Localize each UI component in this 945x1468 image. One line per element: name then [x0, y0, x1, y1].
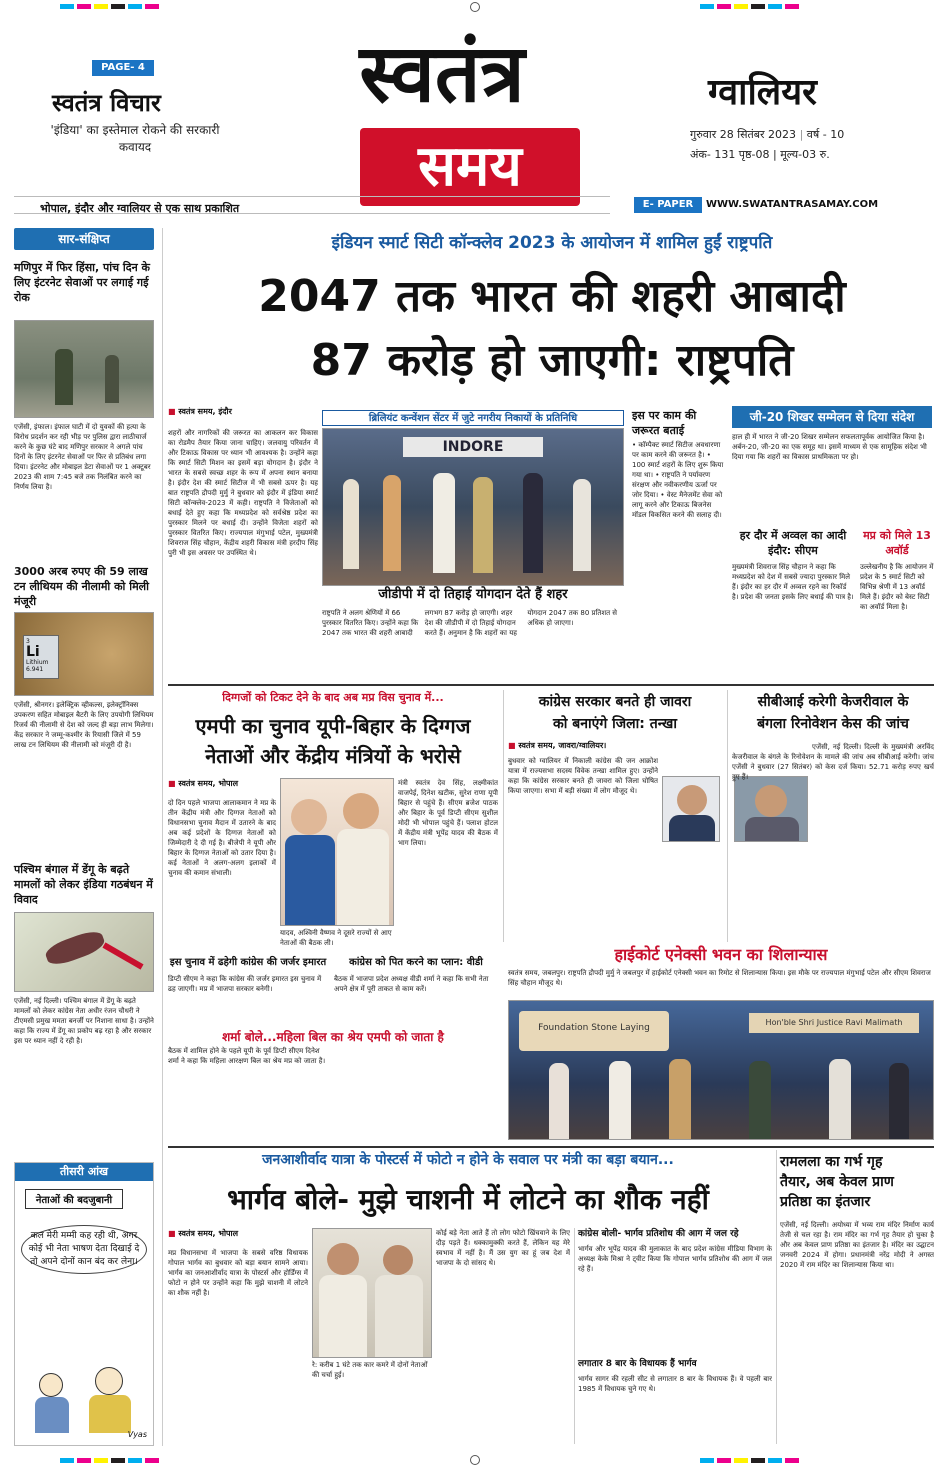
- top-headline-2: 87 करोड़ हो जाएगी: राष्ट्रपति: [310, 335, 794, 386]
- hc-body: स्वतंत्र समय, जबलपुर। राष्ट्रपति द्रौपदी मुर्मु ने जबलपुर में हाईकोर्ट एनेक्सी भवन का रिमोट से शिलान्यास किया। इस मौके पर राज्यपाल मंगुभाई पटेल और सीएम शिवराज सिंह चौहान मौजूद थे।: [508, 969, 931, 987]
- bhargav-mid-body: कोई बड़े नेता आते हैं तो लोग फोटो खिंचवाने के लिए दौड़ पड़ते हैं। धक्कामुक्की करते हैं, लेकिन यह मेरे स्वभाव में नहीं है। मैं उस युग का हूं जब देश में भाजपा के दो सांसद थे।: [436, 1229, 570, 1267]
- cbi-headline-2: बंगला रिनोवेशन केस की जांच: [757, 716, 909, 732]
- brief-item1-body: एजेंसी, इंफाल। इंफाल घाटी में दो युवकों की हत्या के विरोध प्रदर्शन कर रही भीड़ पर पुलिस द्वारा लाठीचार्ज करने के कुछ घंटे बाद मणिपुर सरकार ने अगले पांच दिनों के लिए इंटरनेट सेवाओं पर फिर से प्रतिबंध लगा दिया। इंटरनेट और मोबाइल डेटा सेवाओं पर 1 अक्टूबर 2023 की शाम 7:45 बजे तक निलंबित करने का निर्णय लिया है।: [14, 423, 151, 491]
- top-photo: INDORE: [322, 428, 624, 586]
- tagline-bar: [14, 196, 610, 214]
- section-teaser: 'इंडिया' का इस्तेमाल रोकने की सरकारी कवायद: [50, 123, 220, 154]
- ram-headline-2: तैयार, अब केवल प्राण: [780, 1174, 894, 1190]
- bhargav-kicker: जनआशीर्वाद यात्रा के पोस्टर्स में फोटो न होने के सवाल पर मंत्री का बड़ा बयान...: [262, 1152, 674, 1168]
- logo-bottom-text: समय: [418, 134, 522, 199]
- bhargav-body: मप्र विधानसभा में भाजपा के सबसे वरिष्ठ विधायक गोपाल भार्गव का बुधवार को बड़ा बयान सामने आया। भार्गव का जनआशीर्वाद यात्रा के पोस्टर्स और होर्डिंग्स में फोटो न होने पर उन्होंने कहा कि मुझे चाशनी में लोटने का शौक नहीं है।: [168, 1249, 308, 1297]
- hc-photo: [508, 1000, 934, 1140]
- jaora-byline: ■ स्वतंत्र समय, जावरा/ग्वालियर।: [508, 741, 607, 750]
- cartoon-speech: कल मेरी मम्मी कह रही थी, अगर कोई भी नेता भाषण देता दिखाई दे तो अपने दोनों कान बंद कर लेना।: [21, 1225, 147, 1274]
- bhargav-right-body: भार्गव और भूपेंद्र यादव की मुलाकात के बाद प्रदेश कांग्रेस मीडिया विभाग के अध्यक्ष केके मिश्रा ने ट्वीट किया कि गोपाल भार्गव प्रतिशोध की आग में जल रहे हैं।: [578, 1245, 772, 1273]
- registration-mark-top: [470, 2, 480, 12]
- logo-bottom-box: [360, 128, 580, 206]
- mp-body-right: मंत्री स्वतंत्र देव सिंह, लक्ष्मीकांत वाजपेई, दिनेश खटीक, सुरेश राणा यूपी बिहार से पहुंचे हैं। सीएम ब्रजेश पाठक और बिहार के पूर्व डिप्टी सीएम सुशील मोदी भी भोपाल पहुंचे हैं। पलाश होटल में केंद्रीय मंत्री भूपेंद्र यादव की बैठक में भाग लिया।: [398, 779, 498, 847]
- date-line: गुरुवार 28 सितंबर 2023 | वर्ष - 10: [690, 128, 845, 141]
- mp-kicker: दिग्गजों को टिकट देने के बाद अब मप्र विस चुनाव में...: [222, 691, 444, 704]
- hc-banner-text: Foundation Stone Laying: [519, 1011, 669, 1051]
- lithium-photo: [14, 612, 154, 696]
- logo: [242, 20, 642, 210]
- mp-headline-1: एमपी का चुनाव यूपी-बिहार के दिग्गज: [195, 714, 471, 738]
- mp-sub1-body: डिप्टी सीएम ने कहा कि कांग्रेस की जर्जर इमारत इस चुनाव में ढह जाएगी। मप्र में भाजपा सरकार बनेगी।: [168, 975, 322, 993]
- mp-sub2-title: कांग्रेस को पित करने का प्लान: वीडी: [349, 957, 483, 968]
- award-title: मप्र को मिले 13 अवॉर्ड: [863, 529, 931, 557]
- brief-item3-body: एजेंसी, नई दिल्ली। पश्चिम बंगाल में डेंगू के बढ़ते मामलों को लेकर कांग्रेस नेता अधीर रंजन चौधरी ने टीएमसी प्रमुख ममता बनर्जी पर निशाना साधा है। उन्होंने कहा कि राज्य में डेंगू का प्रकोप बढ़ रहा है और सरकार इस पर ध्यान नहीं दे रही है।: [14, 997, 154, 1045]
- brief-header-text: सार-संक्षिप्त: [58, 232, 110, 246]
- top-photo-banner: ब्रिलियंट कन्वेंशन सेंटर में जुटे नगरीय निकायों के प्रतिनिधि: [322, 410, 624, 426]
- epaper-badge[interactable]: E- PAPER: [634, 197, 702, 213]
- top-body-left: शहरों और नागरिकों की जरूरत का आकलन कर विकास का रोडमैप तैयार किया जाना चाहिए। जलवायु परिवर्तन में और टिकाऊ विकास पर ध्यान भी आवश्यक है। उन्होंने कहा कि स्मार्ट सिटी मिशन का इसमें बड़ा योगदान है। इंदौर ने भारत के सबसे स्वच्छ शहर के रूप में अपना स्थान बनाया है। इंदौर देश की स्मार्ट सिटीज में भी सबसे ऊपर है। यह बात राष्ट्रपति द्रौपदी मुर्मु ने बुधवार को इंदौर में इंडिया स्मार्ट सिटी कॉन्क्लेव-2023 में कही। राष्ट्रपति ने विजेताओं को बधाई देते हुए कहा कि मध्यप्रदेश को सर्वश्रेष्ठ प्रदेश का पुरस्कार मिलने पर बधाई दी। उन्होंने विजेता शहरों को पुरस्कार वितरित किए। राज्यपाल मंगुभाई पटेल, मुख्यमंत्री शिवराज सिंह चौहान, केंद्रीय शहरी विकास मंत्री हरदीप सिंह पुरी भी इस अवसर पर उपस्थित थे।: [168, 429, 318, 557]
- top-headline-1: 2047 तक भारत की शहरी आबादी: [258, 271, 846, 322]
- top-body-bottom: राष्ट्रपति ने अलग श्रेणियों में 66 पुरस्कार वितरित किए। उन्होंने कहा कि 2047 तक भारत की शहरी आबादी लगभग 87 करोड़ हो जाएगी। शहर देश की जीडीपी में दो तिहाई योगदान करते हैं। अनुमान है कि शहरों का यह योगदान 2047 तक 80 प्रतिशत से अधिक हो जाएगा।: [322, 609, 618, 637]
- brief-header: [14, 228, 154, 250]
- cbi-body: एजेंसी, नई दिल्ली। दिल्ली के मुख्यमंत्री अरविंद केजरीवाल के बंगले के रिनोवेशन के मामले की जांच अब सीबीआई करेगी। जांच एजेंसी ने बुधवार (27 सितंबर) को केस दर्ज किया। 52.71 करोड़ रुपए खर्च हुए हैं।: [732, 743, 934, 781]
- ram-headline-1: रामलला का गर्भ गृह: [780, 1154, 883, 1170]
- mp-sub1-title: इस चुनाव में ढहेगी कांग्रेस की जर्जर इमारत: [169, 957, 327, 968]
- side-title: इस पर काम की जरूरत बताई: [632, 409, 697, 437]
- section-title: स्वतंत्र विचार: [52, 89, 161, 117]
- brief-item2-title: 3000 अरब रुपए की 59 लाख टन लीथियम की नीलामी को मिली मंजूरी: [14, 565, 149, 608]
- bhargav-right-sub: लगातार 8 बार के विधायक हैं भार्गव: [578, 1359, 697, 1369]
- mp-body: दो दिन पहले भाजपा आलाकमान ने मप्र के तीन केंद्रीय मंत्री और दिग्गज नेताओं को विधानसभा चुनाव मैदान में उतारने के बाद अब कई प्रदेशों के दिग्गज नेताओं को जिम्मेदारी दे दी गई है। बीजेपी ने यूपी और बिहार के दिग्गज नेताओं को उतार दिया है। कई नेताओं ने अलग-अलग इलाकों में चुनाव की कमान संभाली।: [168, 799, 276, 877]
- mp-sub3-title: शर्मा बोले...महिला बिल का श्रेय एमपी को जाता है: [222, 1030, 444, 1044]
- color-bar-bottom: [60, 1458, 159, 1463]
- top-byline: ■ स्वतंत्र समय, इंदौर: [168, 407, 232, 416]
- year: वर्ष - 10: [806, 128, 845, 141]
- mp-sub2-body: बैठक में भाजपा प्रदेश अध्यक्ष वीडी शर्मा ने कहा कि सभी नेता अपने क्षेत्र में पूरी ताकत से काम करें।: [334, 975, 489, 993]
- brief-item2-body: एजेंसी, श्रीनगर। इलेक्ट्रिक व्हीकल्स, इलेक्ट्रॉनिक्स उपकरण सहित मोबाइल बैटरी के लिए उपयोगी लिथियम रिजर्व की नीलामी से देश को जल्द ही बड़ा लाभ मिलेगा। केंद्र सरकार ने जम्मू-कश्मीर के रियासी जिले में 59 लाख टन लिथियम की नीलामी को मंजूरी दी है।: [14, 701, 154, 749]
- hc-banner-text2: Hon'ble Shri Justice Ravi Malimath: [749, 1013, 919, 1033]
- bhargav-right-sub-body: भार्गव सागर की रहली सीट से लगातार 8 बार के विधायक हैं। वे पहली बार 1985 में विधायक चुने गए थे।: [578, 1375, 772, 1393]
- brief-item3-title: पश्चिम बंगाल में डेंगू के बढ़ते मामलों को लेकर इंडिया गठबंधन में विवाद: [14, 863, 153, 906]
- cartoon-header: तीसरी आंख: [15, 1163, 153, 1181]
- jaora-photo: [662, 776, 720, 842]
- hc-headline: हाईकोर्ट एनेक्सी भवन का शिलान्यास: [614, 945, 828, 964]
- page-label: PAGE- 4: [92, 60, 154, 76]
- bhargav-right-title: कांग्रेस बोली- भार्गव प्रतिशोध की आग में जल रहे: [578, 1229, 739, 1239]
- tagline: भोपाल, इंदौर और ग्वालियर से एक साथ प्रकाशित: [40, 202, 240, 215]
- bhargav-photo-caption: रे: करीब 1 घंटे तक कार कमरे में दोनों नेताओं की चर्चा हुई।: [312, 1361, 428, 1379]
- cbi-headline-1: सीबीआई करेगी केजरीवाल के: [757, 694, 909, 710]
- cartoon-figures: [35, 1363, 135, 1433]
- website-link[interactable]: WWW.SWATANTRASAMAY.COM: [706, 199, 879, 210]
- award-body: उल्लेखनीय है कि आयोजन में प्रदेश के 5 स्मार्ट सिटी को विभिन्न श्रेणी में 13 अवॉर्ड मिले हैं। इंदौर को बेस्ट सिटी का अवॉर्ड मिला है।: [860, 563, 934, 611]
- g20-sub-title: हर दौर में अव्वल का आदी इंदौर: सीएम: [739, 529, 847, 557]
- lithium-element-tile: 3 Li Lithium 6.941: [23, 635, 59, 679]
- mp-byline: ■ स्वतंत्र समय, भोपाल: [168, 779, 239, 788]
- mp-headline-2: नेताओं और केंद्रीय मंत्रियों के भरोसे: [205, 744, 461, 768]
- mp-sub3-body: बैठक में शामिल होने के पहले यूपी के पूर्व डिप्टी सीएम दिनेश शर्मा ने कहा कि महिला आरक्षण बिल का श्रेय मप्र को जाता है।: [168, 1047, 326, 1065]
- brief-item1-title: मणिपुर में फिर हिंसा, पांच दिन के लिए इंटरनेट सेवाओं पर लगाई गई रोक: [14, 261, 150, 304]
- issue-line: अंक- 131 पृष्ठ-08 | मूल्य-03 रु.: [690, 148, 830, 161]
- side-body: • कॉम्पैक्ट स्मार्ट सिटीज अवधारणा पर काम करने की जरूरत है। • 100 स्मार्ट शहरों के लिए शुरू किया गया था। • राष्ट्रपति ने पर्यावरण संरक्षण और नवीकरणीय ऊर्जा पर जोर दिया। • वेस्ट मैनेजमेंट सेवा को लागू करने और टिकाऊ बिजनेस मॉडल विकसित करने की सलाह दी।: [632, 441, 724, 519]
- cartoon-title: नेताओं की बदजुबानी: [25, 1189, 123, 1209]
- g20-title: जी-20 शिखर सम्मेलन से दिया संदेश: [732, 406, 932, 428]
- date: गुरुवार 28 सितंबर 2023: [690, 128, 797, 141]
- dengue-photo: [14, 912, 154, 992]
- jaora-body: बुधवार को ग्वालियर में निकाली कांग्रेस की जन आक्रोश यात्रा में राज्यसभा सदस्य विवेक तन्खा शामिल हुए। उन्होंने कहा कि कांग्रेस सरकार बनते ही जावरा को जिला घोषित किया जाएगा। सभा में बड़ी संख्या में लोग मौजूद थे।: [508, 757, 658, 795]
- ram-headline-3: प्रतिष्ठा का इंतजार: [780, 1194, 871, 1210]
- top-photo-caption: जीडीपी में दो तिहाई योगदान देते हैं शहर: [378, 587, 568, 602]
- registration-mark-bottom: [470, 1455, 480, 1465]
- bhargav-headline: भार्गव बोले- मुझे चाशनी में लोटने का शौक नहीं: [227, 1183, 709, 1216]
- cartoon-signature: Vyas: [127, 1430, 147, 1439]
- bhargav-byline: ■ स्वतंत्र समय, भोपाल: [168, 1229, 239, 1238]
- top-kicker: इंडियन स्मार्ट सिटी कॉन्क्लेव 2023 के आयोजन में शामिल हुईं राष्ट्रपति: [331, 233, 773, 253]
- manipur-photo: [14, 320, 154, 418]
- jaora-headline-1: कांग्रेस सरकार बनते ही जावरा: [538, 694, 692, 710]
- bhargav-photo: [312, 1228, 432, 1358]
- color-bar-bottom-right: [700, 1458, 799, 1463]
- mp-photo-caption: यादव, अश्विनी वैष्णव ने दूसरे राज्यों से आए नेताओं की बैठक ली।: [280, 929, 392, 947]
- mp-photo: [280, 778, 394, 926]
- ram-body: एजेंसी, नई दिल्ली। अयोध्या में भव्य राम मंदिर निर्माण कार्य तेजी से चल रहा है। राम मंदिर का गर्भ गृह तैयार हो चुका है और अब केवल प्राण प्रतिष्ठा का इंतजार है। मंदिर का उद्घाटन जनवरी 2024 में होगा। प्रधानमंत्री नरेंद्र मोदी ने अगस्त 2020 में राम मंदिर का शिलान्यास किया था।: [780, 1221, 934, 1269]
- g20-body: हाल ही में भारत ने जी-20 शिखर सम्मेलन सफलतापूर्वक आयोजित किया है। अर्बन-20, जी-20 का एक समूह था। इसमें माध्यम से एक सामूहिक संदेश भी दिया गया कि शहरों का विकास प्राथमिकता पर हो।: [732, 433, 927, 461]
- city-name: ग्वालियर: [708, 72, 817, 113]
- cartoon-box: [14, 1162, 154, 1446]
- logo-top-text: स्वतंत्र: [359, 27, 525, 120]
- color-bar-top-right: [700, 4, 799, 9]
- g20-sub-body: मुख्यमंत्री शिवराज सिंह चौहान ने कहा कि मध्यप्रदेश को देश में सबसे ज्यादा पुरस्कार मिले हैं। इंदौर का हर दौर में अव्वल रहने का रिकॉर्ड है। प्रदेश की जनता इसके लिए बधाई की पात्र है।: [732, 563, 854, 601]
- jaora-headline-2: को बनाएंगे जिला: तन्खा: [553, 716, 677, 732]
- color-bar-top: [60, 4, 159, 9]
